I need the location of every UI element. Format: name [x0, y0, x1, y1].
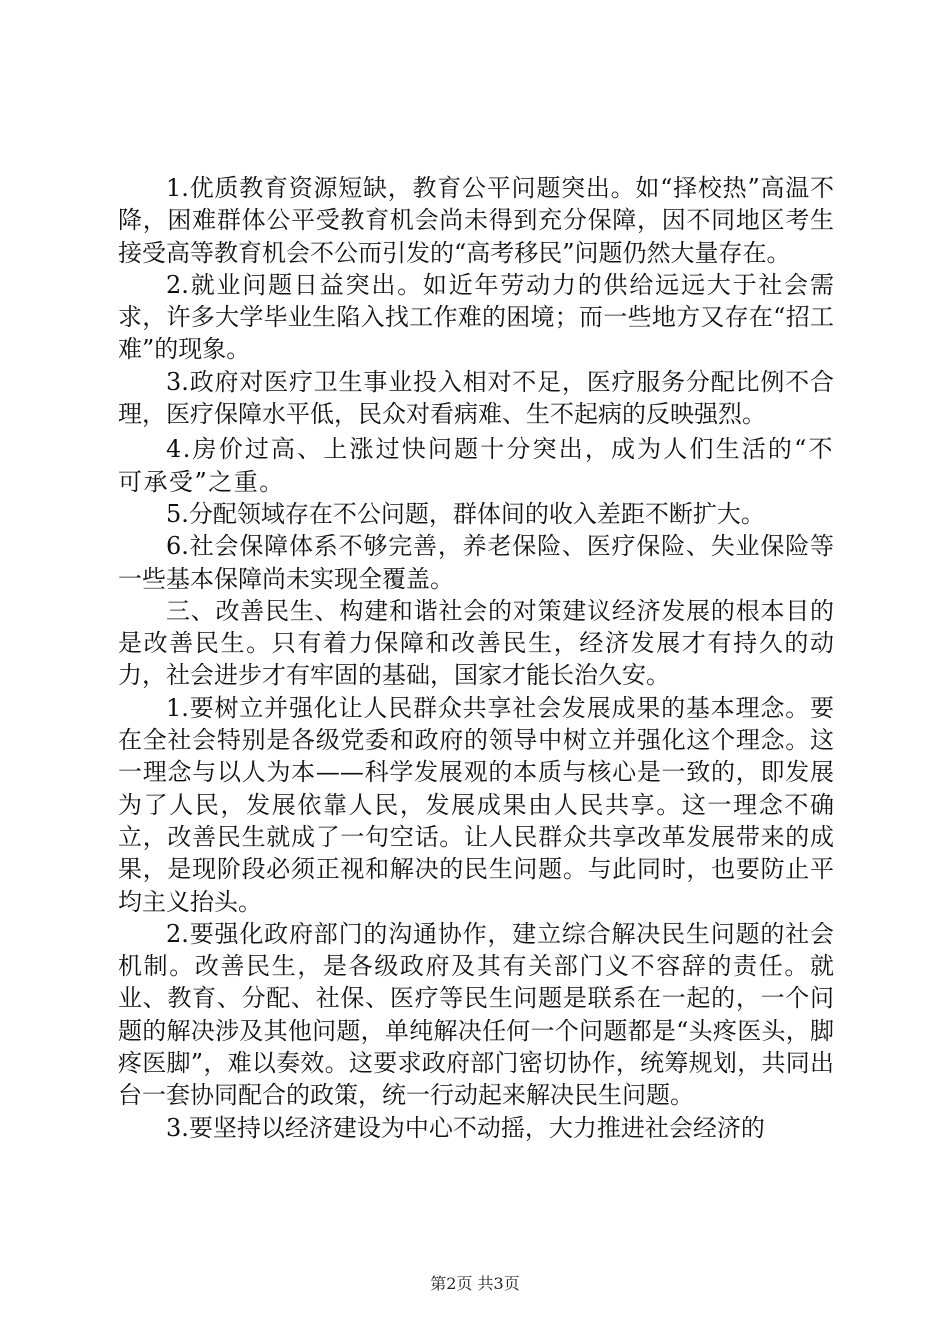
paragraph-employment: 2.就业问题日益突出。如近年劳动力的供给远远大于社会需求，许多大学毕业生陷入找工作难的困境；而一些地方又存在“招工难”的现象。 — [118, 270, 834, 364]
paragraph-shared-development: 1.要树立并强化让人民群众共享社会发展成果的基本理念。要在全社会特别是各级党委和政府的领导中树立并强化这个理念。这一理念与以人为本——科学发展观的本质与核心是一致的，即发展为了人民，发展依靠人民，发展成果由人民共享。这一理念不确立，改善民生就成了一句空话。让人民群众共享改革发展带来的成果，是现阶段必须正视和解决的民生问题。与此同时，也要防止平均主义抬头。 — [118, 693, 834, 916]
paragraph-government-coordination: 2.要强化政府部门的沟通协作，建立综合解决民生问题的社会机制。改善民生，是各级政府及其有关部门义不容辞的责任。就业、教育、分配、社保、医疗等民生问题是联系在一起的，一个问题的解决涉及其他问题，单纯解决任何一个问题都是“头疼医头，脚疼医脚”，难以奏效。这要求政府部门密切协作，统筹规划，共同出台一套协同配合的政策，统一行动起来解决民生问题。 — [118, 919, 834, 1110]
paragraph-education: 1.优质教育资源短缺，教育公平问题突出。如“择校热”高温不降，困难群体公平受教育机会尚未得到充分保障，因不同地区考生接受高等教育机会不公而引发的“高考移民”问题仍然大量存在。 — [118, 174, 834, 267]
paragraph-healthcare: 3.政府对医疗卫生事业投入相对不足，医疗服务分配比例不合理，医疗保障水平低，民众对看病难、生不起病的反映强烈。 — [118, 367, 834, 429]
paragraph-distribution: 5.分配领域存在不公问题，群体间的收入差距不断扩大。 — [166, 499, 765, 528]
document-body — [118, 172, 834, 1144]
paragraph-social-security: 6.社会保障体系不够完善，养老保险、医疗保险、失业保险等一些基本保障尚未实现全覆盖。 — [118, 532, 834, 593]
paragraph-economic-construction: 3.要坚持以经济建设为中心不动摇，大力推进社会经济的 — [166, 1113, 765, 1142]
paragraph-housing: 4.房价过高、上涨过快问题十分突出，成为人们生活的“不可承受”之重。 — [118, 435, 834, 496]
paragraph-section-three: 三、改善民生、构建和谐社会的对策建议经济发展的根本目的是改善民生。只有着力保障和改善民生，经济发展才有持久的动力，社会进步才有牢固的基础，国家才能长治久安。 — [118, 596, 834, 690]
page-footer: 第2页 共3页 — [430, 1274, 520, 1293]
